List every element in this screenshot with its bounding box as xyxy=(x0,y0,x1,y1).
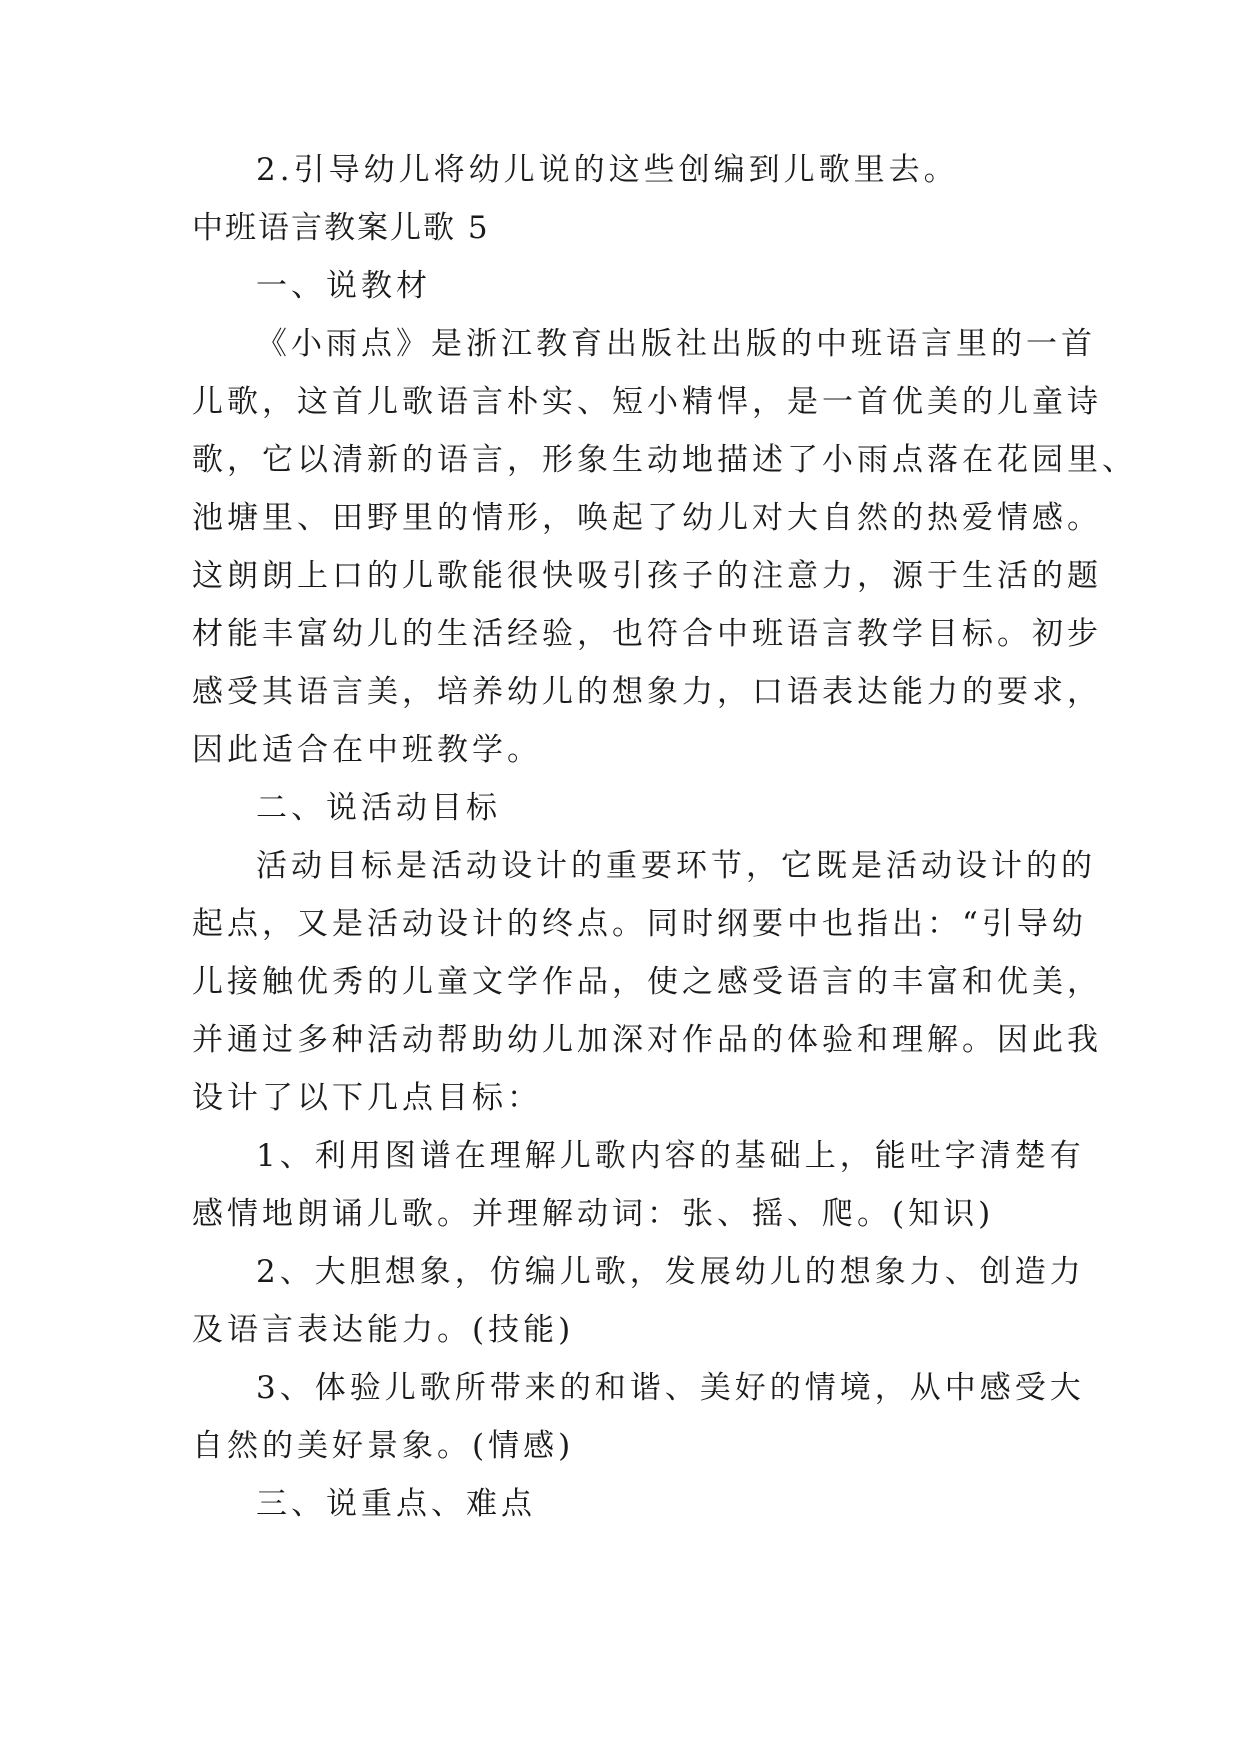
goal-item-2: 2、大胆想象，仿编儿歌，发展幼儿的想象力、创造力 xyxy=(256,1254,1085,1290)
goal-item-1-cont: 感情地朗诵儿歌。并理解动词：张、摇、爬。(知识) xyxy=(192,1196,995,1232)
goal-item-3: 3、体验儿歌所带来的和谐、美好的情境，从中感受大 xyxy=(256,1370,1085,1406)
section-title: 中班语言教案儿歌 5 xyxy=(192,210,490,246)
paragraph-line: 儿接触优秀的儿童文学作品，使之感受语言的丰富和优美， xyxy=(192,964,1102,1000)
paragraph-line: 池塘里、田野里的情形，唤起了幼儿对大自然的热爱情感。 xyxy=(192,500,1102,536)
heading-teaching-material: 一、说教材 xyxy=(256,268,431,304)
paragraph-line: 设计了以下几点目标： xyxy=(192,1080,542,1116)
paragraph-line: 《小雨点》是浙江教育出版社出版的中班语言里的一首 xyxy=(256,326,1096,362)
list-item-create-verses: 2.引导幼儿将幼儿说的这些创编到儿歌里去。 xyxy=(256,152,959,188)
paragraph-line: 活动目标是活动设计的重要环节，它既是活动设计的的 xyxy=(256,848,1096,884)
goal-item-2-cont: 及语言表达能力。(技能) xyxy=(192,1312,575,1348)
paragraph-line: 感受其语言美，培养幼儿的想象力，口语表达能力的要求， xyxy=(192,674,1102,710)
paragraph-line: 儿歌，这首儿歌语言朴实、短小精悍，是一首优美的儿童诗 xyxy=(192,384,1102,420)
heading-key-points: 三、说重点、难点 xyxy=(256,1486,536,1522)
goal-item-1: 1、利用图谱在理解儿歌内容的基础上，能吐字清楚有 xyxy=(256,1138,1085,1174)
goal-item-3-cont: 自然的美好景象。(情感) xyxy=(192,1428,575,1464)
paragraph-line: 起点，又是活动设计的终点。同时纲要中也指出：“引导幼 xyxy=(192,906,1087,942)
paragraph-line: 因此适合在中班教学。 xyxy=(192,732,542,768)
paragraph-line: 并通过多种活动帮助幼儿加深对作品的体验和理解。因此我 xyxy=(192,1022,1102,1058)
paragraph-line: 歌，它以清新的语言，形象生动地描述了小雨点落在花园里、 xyxy=(192,442,1137,478)
paragraph-line: 这朗朗上口的儿歌能很快吸引孩子的注意力，源于生活的题 xyxy=(192,558,1102,594)
heading-activity-goals: 二、说活动目标 xyxy=(256,790,501,826)
paragraph-line: 材能丰富幼儿的生活经验，也符合中班语言教学目标。初步 xyxy=(192,616,1102,652)
